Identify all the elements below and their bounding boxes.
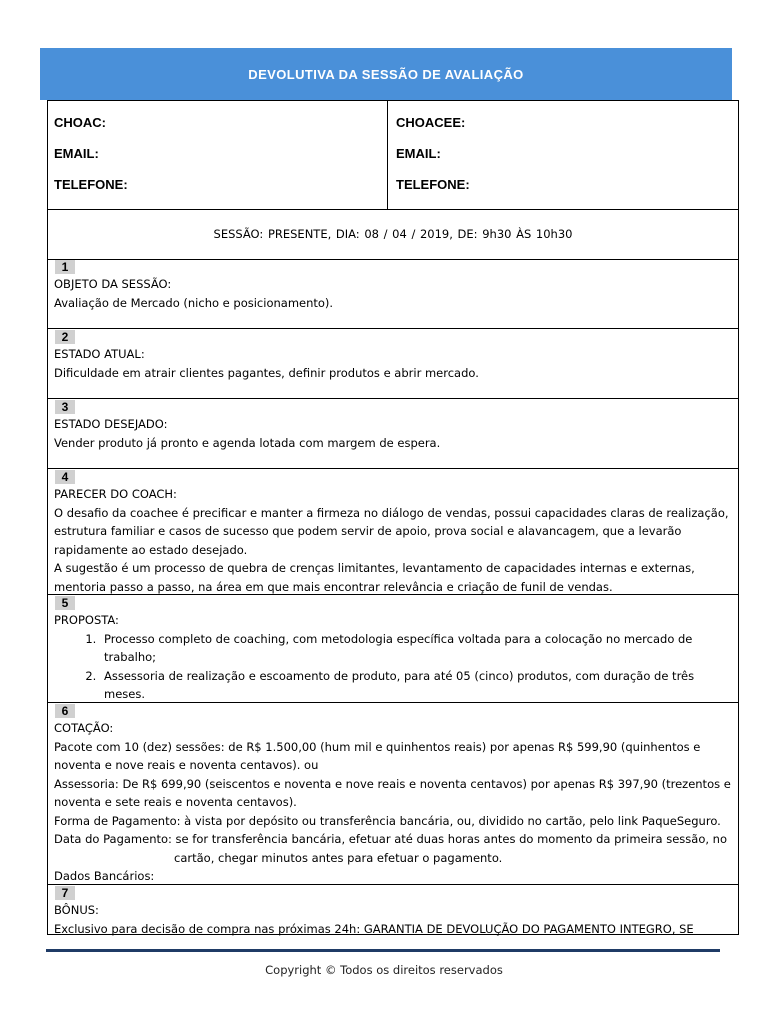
list-item: 2. Assessoria de realização e escoamento de produto, para até 05 (cinco) produtos, com duração de três meses. <box>100 667 732 704</box>
section-label: ESTADO ATUAL: <box>54 347 145 361</box>
coachee-info <box>388 101 738 209</box>
section-text: Dados Bancários: <box>54 869 155 883</box>
section-text: cartão, chegar minutos antes para efetuar o pagamento. <box>174 850 503 865</box>
section-number: 6 <box>55 704 75 718</box>
section-number: 3 <box>55 400 75 414</box>
section-objective <box>48 259 738 329</box>
list-item: 1. Processo completo de coaching, com metodologia específica voltada para a colocação no mercado de trabalho; <box>100 630 732 667</box>
section-text: Pacote com 10 (dez) sessões: de R$ 1.500,00 (hum mil e quinhentos reais) por apenas R$ 599,90 (quinhentos e noventa e nove reais e noventa centavos). ou <box>54 739 701 772</box>
coach-email-label: EMAIL: <box>54 146 99 161</box>
coach-phone-label: TELEFONE: <box>54 177 128 192</box>
coachee-phone-label: TELEFONE: <box>396 177 470 192</box>
section-text: Vender produto já pronto e agenda lotada com margem de espera. <box>54 435 441 450</box>
header-bar <box>40 48 732 100</box>
proposal-list <box>54 630 732 704</box>
section-number: 4 <box>55 470 75 484</box>
section-label: PROPOSTA: <box>54 613 119 627</box>
section-number: 1 <box>55 260 75 274</box>
section-text: Assessoria: De R$ 699,90 (seiscentos e noventa e nove reais e noventa centavos) por apenas R$ 397,90 (trezentos e noventa e sete reais e noventa centavos). <box>54 776 731 809</box>
document-title: DEVOLUTIVA DA SESSÃO DE AVALIAÇÃO <box>248 66 524 82</box>
coachee-name-label: CHOACEE: <box>396 115 466 130</box>
section-bonus <box>48 885 738 934</box>
section-label: ESTADO DESEJADO: <box>54 417 168 431</box>
section-text: Exclusivo para decisão de compra nas próximas 24h: GARANTIA DE DEVOLUÇÃO DO PAGAMENTO INTEGRO, SE <box>54 921 694 936</box>
footer-divider <box>46 949 720 952</box>
section-text: Avaliação de Mercado (nicho e posicionamento). <box>54 295 334 310</box>
section-number: 5 <box>55 596 75 610</box>
section-text: A sugestão é um processo de quebra de crenças limitantes, levantamento de capacidades internas e externas, mentoria passo a passo, na área em que mais encontrar relevância e criação de funil de vendas. <box>54 561 695 594</box>
section-text: O desafio da coachee é precificar e manter a firmeza no diálogo de vendas, possui capacidades claras de realização, estrutura familiar e casos de sucesso que podem servir de apoio, prova social e alavancagem, que a levarão rapidamente ao estado desejado. <box>54 505 729 557</box>
section-number: 7 <box>55 886 75 900</box>
section-current-state <box>48 329 738 399</box>
section-quotation <box>48 703 738 885</box>
section-number: 2 <box>55 330 75 344</box>
section-label: OBJETO DA SESSÃO: <box>54 277 172 291</box>
coach-info <box>48 101 388 209</box>
section-coach-opinion <box>48 469 738 595</box>
section-label: BÔNUS: <box>54 903 99 917</box>
coachee-email-label: EMAIL: <box>396 146 441 161</box>
section-desired-state <box>48 399 738 469</box>
session-details: SESSÃO: PRESENTE, DIA: 08 / 04 / 2019, DE: 9h30 ÀS 10h30 <box>213 227 573 241</box>
section-label: COTAÇÃO: <box>54 721 114 735</box>
section-label: PARECER DO COACH: <box>54 487 177 501</box>
session-row <box>48 209 738 260</box>
section-text: Data do Pagamento: se for transferência bancária, efetuar até duas horas antes do momento da primeira sessão, no <box>54 832 727 846</box>
section-proposal <box>48 595 738 703</box>
section-text: Forma de Pagamento: à vista por depósito ou transferência bancária, ou, dividido no cartão, pelo link PaqueSeguro. <box>54 813 721 828</box>
contacts-row <box>48 101 738 210</box>
section-text: Dificuldade em atrair clientes pagantes, definir produtos e abrir mercado. <box>54 365 479 380</box>
copyright-text: Copyright © Todos os direitos reservados <box>265 963 503 977</box>
evaluation-form <box>47 100 739 935</box>
coach-name-label: CHOAC: <box>54 115 106 130</box>
